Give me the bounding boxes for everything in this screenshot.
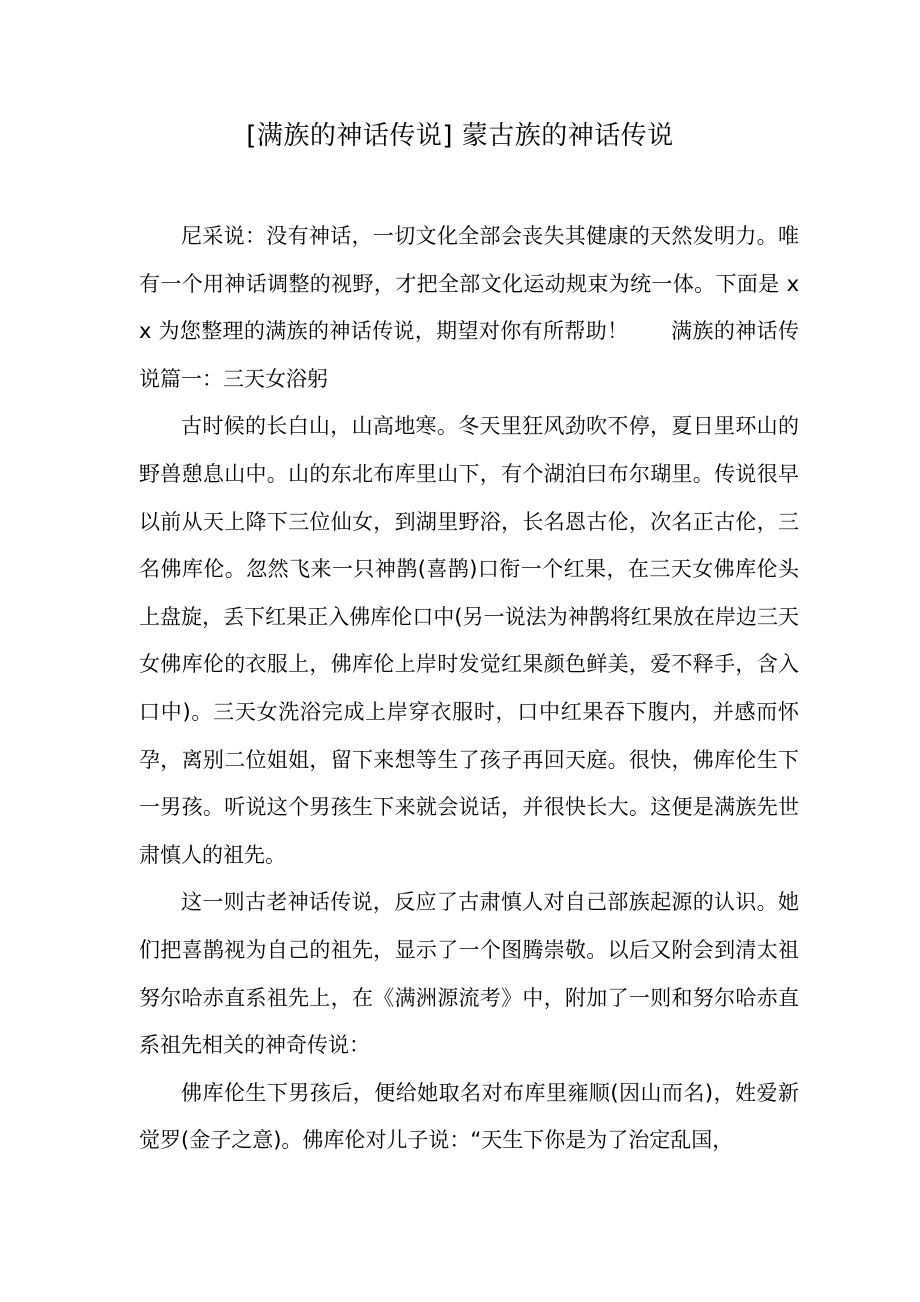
paragraph: 尼采说：没有神话，一切文化全部会丧失其健康的天然发明力。唯有一个用神话调整的视野，才把全部文化运动规束为统一体。下面是 xx 为您整理的满族的神话传说，期望对你有所帮助！ 满族的神话传说篇一：三天女浴躬 — [139, 224, 799, 391]
paragraph: 这一则古老神话传说，反应了古肃慎人对自己部族起源的认识。她们把喜鹊视为自己的祖先，显示了一个图腾崇敬。以后又附会到清太祖努尔哈赤直系祖先上，在《满洲源流考》中，附加了一则和努尔哈赤直系祖先相关的神奇传说： — [139, 890, 799, 1058]
paragraph: 古时候的长白山，山高地寒。冬天里狂风劲吹不停，夏日里环山的野兽憩息山中。山的东北布库里山下，有个湖泊曰布尔瑚里。传说很早以前从天上降下三位仙女，到湖里野浴，长名恩古伦，次名正古伦，三名佛库伦。忽然飞来一只神鹊(喜鹊)口衔一个红果，在三天女佛库伦头上盘旋，丢下红果正入佛库伦口中(另一说法为神鹊将红果放在岸边三天女佛库伦的衣服上，佛库伦上岸时发觉红果颜色鲜美，爱不释手，含入口中)。三天女洗浴完成上岸穿衣服时，口中红果吞下腹内，并感而怀孕，离别二位姐姐，留下来想等生了孩子再回天庭。很快，佛库伦生下一男孩。听说这个男孩生下来就会说话，并很快长大。这便是满族先世肃慎人的祖先。 — [139, 414, 799, 867]
paragraph: 佛库伦生下男孩后，便给她取名对布库里雍顺(因山而名)，姓爱新觉罗(金子之意)。佛库伦对儿子说：“天生下你是为了治定乱国， — [139, 1080, 799, 1153]
document-title: [满族的神话传说] 蒙古族的神话传说 — [246, 121, 674, 151]
document-body — [139, 213, 799, 1165]
